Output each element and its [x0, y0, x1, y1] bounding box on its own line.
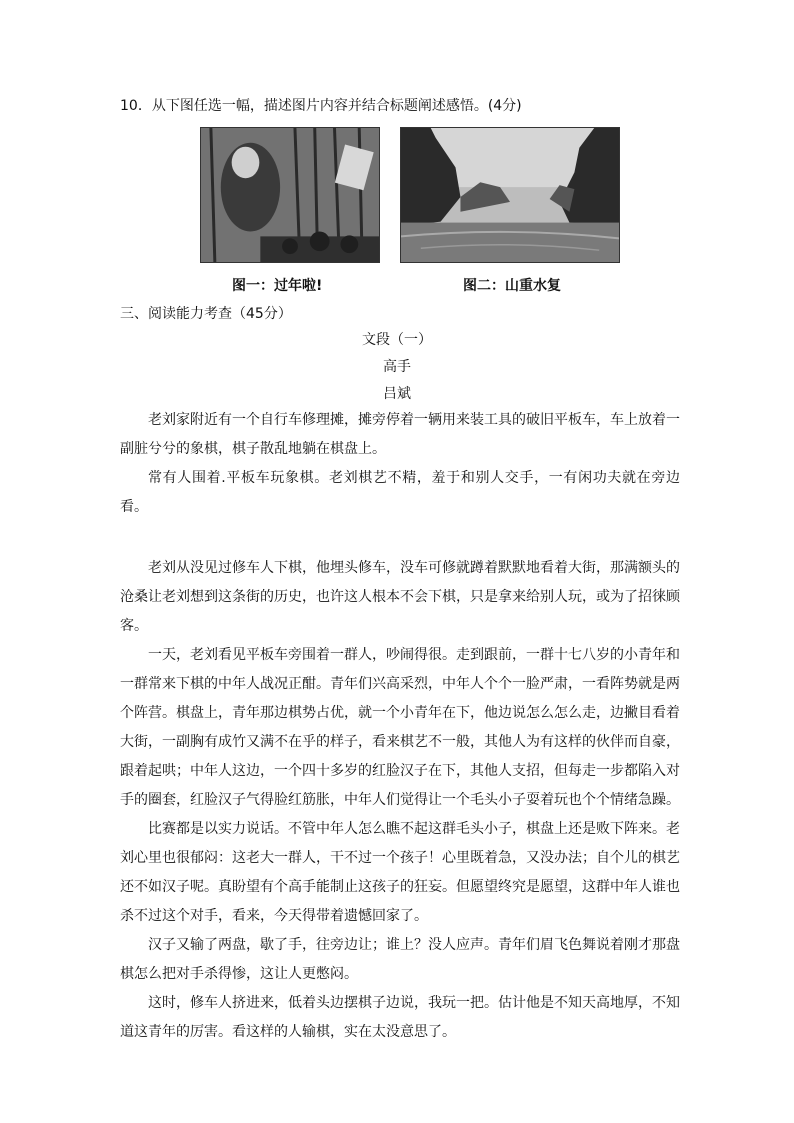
story-title: 高手: [383, 359, 411, 375]
section-title: 三、阅读能力考查（45分）: [120, 306, 292, 322]
author: 吕斌: [383, 386, 411, 402]
figure-1-caption: 图一：过年啦!: [232, 278, 323, 294]
figure-row: [200, 127, 620, 263]
passage-body: [120, 406, 680, 1047]
paragraph: 常有人围着.平板车玩象棋。老刘棋艺不精，羞于和别人交手，一有闲功夫就在旁边看。: [120, 470, 680, 515]
paragraph: 这时，修车人挤进来，低着头边摆棋子边说，我玩一把。估计他是不知天高地厚，不知道这青年的厉害。看这样的人输棋，实在太没意思了。: [120, 995, 680, 1040]
passage-label: 文段（一）: [362, 332, 432, 348]
figure-2-caption: 图二：山重水复: [463, 278, 561, 294]
river-gorge-photo: [400, 127, 620, 263]
new-year-photo: [200, 127, 380, 263]
paragraph: 比赛都是以实力说话。不管中年人怎么瞧不起这群毛头小子，棋盘上还是败下阵来。老刘心里也很郁闷：这老大一群人，干不过一个孩子！心里既着急，又没办法；自个儿的棋艺还不如汉子呢。真盼望有个高手能制止这孩子的狂妄。但愿望终究是愿望，这群中年人谁也杀不过这个对手，看来，今天得带着遗憾回家了。: [120, 821, 680, 924]
paragraph: 汉子又输了两盘，歇了手，往旁边让；谁上？没人应声。青年们眉飞色舞说着刚才那盘棋怎么把对手杀得惨，这让人更憋闷。: [120, 937, 680, 982]
paragraph: 老刘从没见过修车人下棋，他埋头修车，没车可修就蹲着默默地看着大街，那满额头的沧桑让老刘想到这条街的历史，也许这人根本不会下棋，只是拿来给别人玩，或为了招徕顾客。: [120, 560, 680, 634]
paragraph: 老刘家附近有一个自行车修理摊，摊旁停着一辆用来装工具的破旧平板车，车上放着一副脏兮兮的象棋，棋子散乱地躺在棋盘上。: [120, 412, 680, 457]
paragraph: 一天，老刘看见平板车旁围着一群人，吵闹得很。走到跟前，一群十七八岁的小青年和一群常来下棋的中年人战况正酣。青年们兴高采烈，中年人个个一脸严肃，一看阵势就是两个阵营。棋盘上，青年那边棋势占优，就一个小青年在下，他边说怎么怎么走，边撇目看着大街，一副胸有成竹又满不在乎的样子，看来棋艺不一般，其他人为有这样的伙伴而自豪，跟着起哄；中年人这边，一个四十多岁的红脸汉子在下，其他人支招，但每走一步都陷入对手的圈套，红脸汉子气得脸红筋胀，中年人们觉得让一个毛头小子耍着玩也个个情绪急躁。: [120, 647, 680, 808]
question-10: 10．从下图任选一幅，描述图片内容并结合标题阐述感悟。(4分): [120, 98, 522, 114]
